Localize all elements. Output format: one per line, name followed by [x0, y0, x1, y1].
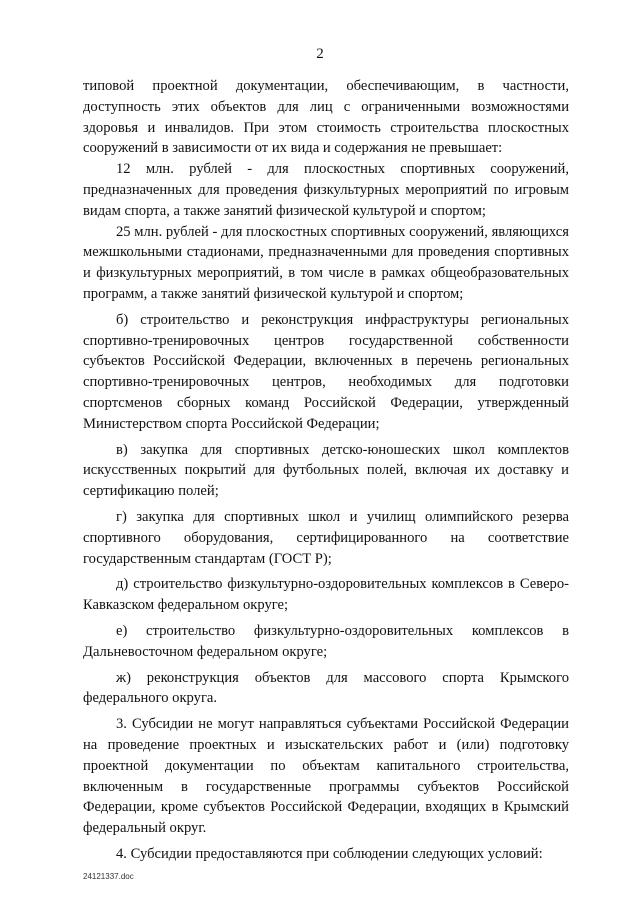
paragraph-12-mln: 12 млн. рублей - для плоскостных спортивных сооружений, предназначенных для проведения физкультурных мероприятий по игровым видам спорта, а также занятий физической культурой и спортом; — [83, 161, 569, 219]
paragraph-25-mln: 25 млн. рублей - для плоскостных спортивных сооружений, являющихся межшкольными стадионами, предназначенными для проведения спортивных и физкультурных мероприятий, в том числе в рамках общеобразовательных программ, а также занятий физической культурой и спортом; — [83, 223, 569, 302]
paragraph-continuation: типовой проектной документации, обеспечивающим, в частности, доступность этих объектов для лиц с ограниченными возможностями здоровья и инвалидов. При этом стоимость строительства плоскостных сооружений в зависимости от их вида и содержания не превышает: — [83, 78, 569, 157]
paragraph-item-e: е) строительство физкультурно-оздоровительных комплексов в Дальневосточном федеральном округе; — [83, 622, 569, 660]
page-number: 2 — [316, 46, 324, 62]
paragraph-item-d: д) строительство физкультурно-оздоровительных комплексов в Северо-Кавказском федеральном округе; — [83, 576, 569, 614]
paragraph-item-g: г) закупка для спортивных школ и училищ олимпийского резерва спортивного оборудования, сертифицированного на соответствие государственным стандартам (ГОСТ Р); — [83, 508, 569, 567]
paragraph-item-zh: ж) реконструкция объектов для массового спорта Крымского федерального округа. — [83, 669, 569, 707]
paragraph-item-b: б) строительство и реконструкция инфраструктуры региональных спортивно-тренировочных центров государственной собственности субъектов Российской Федерации, включенных в перечень региональных спортивно-тренировочных центров, необходимых для подготовки спортсменов сборных команд Российской Федерации, утвержденный Министерством спорта Российской Федерации; — [83, 311, 569, 432]
paragraph-item-v: в) закупка для спортивных детско-юношеских школ комплектов искусственных покрытий для футбольных полей, включая их доставку и сертификацию полей; — [83, 441, 569, 500]
paragraph-section-3: 3. Субсидии не могут направляться субъектами Российской Федерации на проведение проектных и изыскательских работ и (или) подготовку проектной документации по объектам капитального строительства, включенным в государственные программы субъектов Российской Федерации, кроме субъектов Российской Федерации, входящих в Крымский федеральный округ. — [83, 716, 569, 837]
paragraph-section-4: 4. Субсидии предоставляются при соблюдении следующих условий: — [116, 845, 543, 862]
footer-file-code: 24121337.doc — [83, 872, 134, 881]
document-body — [83, 76, 569, 865]
